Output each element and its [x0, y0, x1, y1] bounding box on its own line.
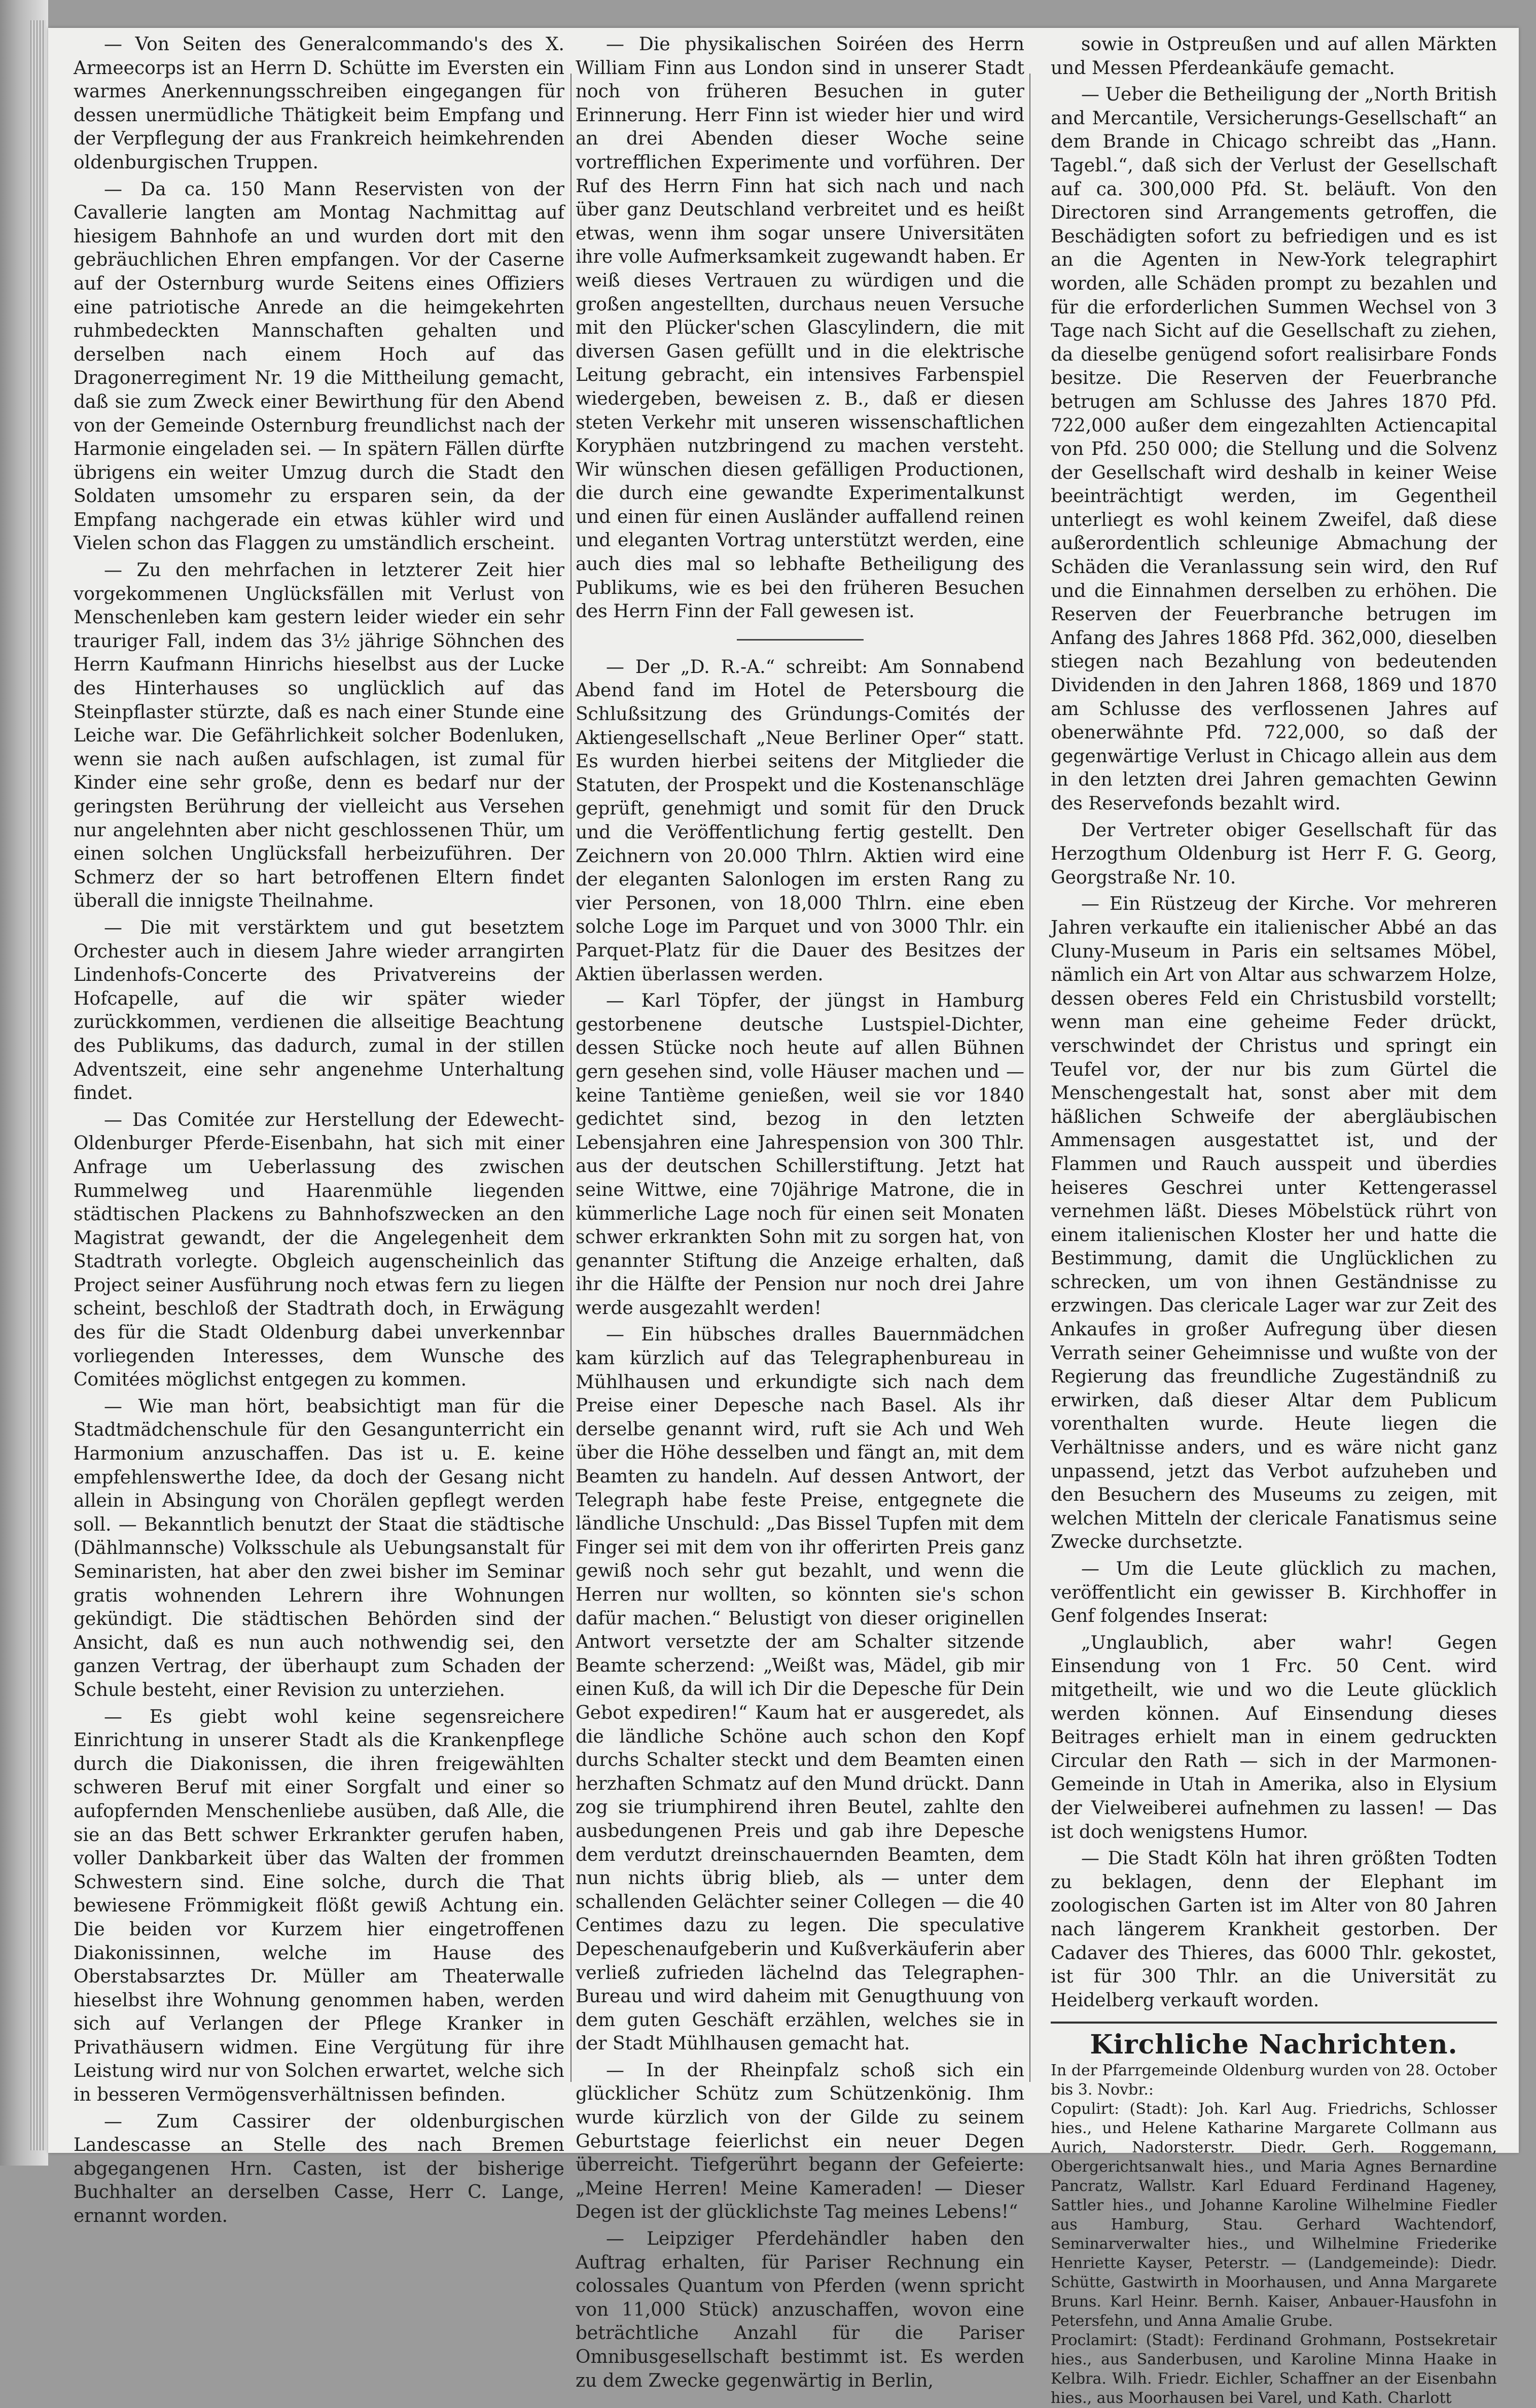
- article-paragraph: „Unglaublich, aber wahr! Gegen Einsendung von 1 Frc. 50 Cent. wird mitgetheilt, wie und wo die Leute glücklich werden können. Auf Einsendung dieses Beitrages erhielt man in einem gedruckten Circular den Rath — sich in der Marmonen-Gemeinde in Utah in Amerika, also in Elysium der Vielweiberei aufnehmen zu lassen! — Das ist doch wenigstens Humor.: [1051, 1632, 1497, 1843]
- article-paragraph: — Zu den mehrfachen in letzterer Zeit hier vorgekommenen Unglücksfällen mit Verlust von Menschenleben kam gestern leider wieder ein sehr trauriger Fall, indem das 3½ jährige Söhnchen des Herrn Kaufmann Hinrichs hieselbst aus der Lucke des Hinterhauses so unglücklich auf das Steinpflaster stürzte, daß es nach einer Stunde eine Leiche war. Die Gefährlichkeit solcher Bodenluken, wenn sie nach außen aufschlagen, ist zumal für Kinder eine sehr große, denn es bedarf nur der geringsten Berührung der vielleicht aus Versehen nur angelehnten aber nicht geschlossenen Thür, um einen solchen Unglücksfall herbeizuführen. Der Schmerz der so hart betroffenen Eltern findet überall die innigste Theilnahme.: [74, 560, 564, 912]
- article-paragraph: — Das Comitée zur Herstellung der Edewecht-Oldenburger Pferde-Eisenbahn, hat sich mit einer Anfrage um Ueberlassung des zwischen Rummelweg und Haarenmühle liegenden städtischen Plackens zu Bahnhofszwecken an den Magistrat gewandt, der die Angelegenheit dem Stadtrath vorlegte. Obgleich augenscheinlich das Project seiner Ausführung noch etwas fern zu liegen scheint, beschloß der Stadtrath doch, in Erwägung des für die Stadt Oldenburg dabei unverkennbar vorliegenden Interesses, dem Wunsche des Comitées möglichst entgegen zu kommen.: [74, 1109, 564, 1391]
- church-news-line: Copulirt: (Stadt): Joh. Karl Aug. Friedrichs, Schlosser hies., und Helene Katharine Margarete Collmann aus Aurich, Nadorsterstr. Diedr. Gerh. Roggemann, Obergerichtsanwalt hies., und Maria Agnes Bernardine Pancratz, Wallstr. Karl Eduard Ferdinand Hageney, Sattler hies., und Johanne Karoline Wilhelmine Fiedler aus Hamburg, Stau. Gerhard Wachtendorf, Seminarverwalter hies., und Wilhelmine Friederike Henriette Kayser, Peterstr. — (Landgemeinde): Diedr. Schütte, Gastwirth in Moorhausen, und Anna Margarete Bruns. Karl Heinr. Bernh. Kaiser, Anbauer-Hausfohn in Petersfehn, und Anna Amalie Grube.: [1051, 2100, 1497, 2330]
- article-paragraph: — Zum Cassirer der oldenburgischen Landescasse an Stelle des nach Bremen abgegangenen Hrn. Casten, ist der bisherige Buchhalter an derselben Casse, Herr C. Lange, ernannt worden.: [74, 2111, 564, 2227]
- column-rule-1: [570, 74, 571, 2082]
- article-paragraph: — In der Rheinpfalz schoß sich ein glücklicher Schütz zum Schützenkönig. Ihm wurde kürzlich von der Gilde zu seinem Geburtstage feierlichst ein neuer Degen überreicht. Tiefgerührt begann der Gefeierte: „Meine Herren! Meine Kameraden! — Dieser Degen ist der glücklichste Tag meines Lebens!“: [576, 2060, 1024, 2223]
- church-news-line: Proclamirt: (Stadt): Ferdinand Grohmann, Postsekretair hies., aus Sanderbusen, und Karoline Minna Haake in Kelbra. Wilh. Friedr. Eichler, Schaffner an der Eisenbahn hies., aus Moorhausen bei Varel, und Kath. Charlott: [1051, 2331, 1497, 2407]
- church-news-heading: Kirchliche Nachrichten.: [1090, 2029, 1458, 2061]
- article-paragraph: — Ein Rüstzeug der Kirche. Vor mehreren Jahren verkaufte ein italienischer Abbé an das Cluny-Museum in Paris ein seltsames Möbel, nämlich ein Art von Altar aus schwarzem Holze, dessen oberes Feld ein Christusbild vorstellt; wenn man eine geheime Feder drückt, verschwindet der Christus und springt ein Teufel vor, der nur bis zum Gürtel die Menschengestalt hat, sonst aber mit dem häßlichen Schweife der abergläubischen Ammensagen ausgestattet ist, und der Flammen und Rauch ausspeit und überdies heiseres Geschrei unter Kettengerassel vernehmen läßt. Dieses Möbelstück rührt von einem italienischen Kloster her und hatte die Bestimmung, damit die Unglücklichen zu schrecken, um von ihnen Geständnisse zu erzwingen. Das clericale Lager war zur Zeit des Ankaufes in großer Aufregung über diesen Verrath seiner Geheimnisse und wußte von der Regierung das freundliche Zugeständniß zu erwirken, daß dieser Altar dem Publicum vorenthalten wurde. Heute liegen die Verhältnisse anders, und es wäre nicht ganz unpassend, jetzt das Verbot aufzuheben und den Besuchern des Museums zu zeigen, mit welchen Mitteln der clericale Fanatismus seine Zwecke durchsetzte.: [1051, 894, 1497, 1553]
- church-news-line: In der Pfarrgemeinde Oldenburg wurden von 28. October bis 3. Novbr.:: [1051, 2062, 1497, 2099]
- article-paragraph: — Es giebt wohl keine segensreichere Einrichtung in unserer Stadt als die Krankenpflege durch die Diakonissen, die ihren freigewählten schweren Beruf mit einer Sorgfalt und einer so aufopfernden Menschenliebe ausüben, daß Alle, die sie an das Bett schwer Erkrankter gerufen haben, voller Dankbarkeit über das Walten der frommen Schwestern sind. Eine solche, durch die That bewiesene Frömmigkeit flößt gewiß Achtung ein. Die beiden vor Kurzem hier eingetroffenen Diakonissinnen, welche im Hause des Oberstabsarztes Dr. Müller am Theaterwalle hieselbst ihre Wohnung genommen haben, werden sich auf Verlangen der Pflege Kranker in Privathäusern widmen. Eine Vergütung für ihre Leistung wird nur von Solchen erwartet, welche sich in besseren Vermögensverhältnissen befinden.: [74, 1706, 564, 2106]
- article-paragraph: — Leipziger Pferdehändler haben den Auftrag erhalten, für Pariser Rechnung ein colossales Quantum von Pferden (wenn spricht von 11,000 Stück) anzuschaffen, wovon eine beträchtliche Anzahl für die Pariser Omnibusgesellschaft bestimmt ist. Es werden zu dem Zwecke gegenwärtig in Berlin,: [576, 2228, 1024, 2391]
- article-paragraph: — Die Stadt Köln hat ihren größten Todten zu beklagen, denn der Elephant im zoologischen Garten ist im Alter von 80 Jahren nach längerem Krankheit gestorben. Der Cadaver des Thieres, das 6000 Thlr. gekostet, ist für 300 Thlr. an die Universität zu Heidelberg verkauft worden.: [1051, 1848, 1497, 2011]
- article-paragraph: sowie in Ostpreußen und auf allen Märkten und Messen Pferdeankäufe gemacht.: [1051, 34, 1497, 79]
- article-paragraph: — Die physikalischen Soiréen des Herrn William Finn aus London sind in unserer Stadt noch von früheren Besuchen in guter Erinnerung. Herr Finn ist wieder hier und wird an drei Abenden dieser Woche seine vortrefflichen Experimente und vorführen. Der Ruf des Herrn Finn hat sich nach und nach über ganz Deutschland verbreitet und es heißt etwas, wenn ihm sogar unsere Universitäten ihre volle Aufmerksamkeit zugewandt haben. Er weiß dieses Vertrauen zu würdigen und die großen angestellten, durchaus neuen Versuche mit den Plücker'schen Glascylindern, die mit diversen Gasen gefüllt und in die elektrische Leitung gebracht, ein intensives Farbenspiel wiedergeben, beweisen z. B., daß er diesen steten Verkehr mit unseren wissenschaftlichen Koryphäen nutzbringend zu machen versteht. Wir wünschen diesen gefälligen Productionen, die durch eine gewandte Experimentalkunst und einen für einen Ausländer auffallend reinen und eleganten Vortrag unterstützt werden, eine auch dies mal so lebhafte Betheiligung des Publikums, wie es bei den früheren Besuchen des Herrn Finn der Fall gewesen ist.: [576, 34, 1024, 622]
- article-paragraph: — Ein hübsches dralles Bauernmädchen kam kürzlich auf das Telegraphenbureau in Mühlhausen und erkundigte sich nach dem Preise einer Depesche nach Basel. Als ihr derselbe genannt wird, ruft sie Ach und Weh über die Höhe desselben und fängt an, mit dem Beamten zu handeln. Auf dessen Antwort, der Telegraph habe feste Preise, entgegnete die ländliche Unschuld: „Das Bissel Tupfen mit dem Finger sei mit dem von ihr offerirten Preis ganz gewiß noch sehr gut bezahlt, und wenn die Herren nur wollten, so könnten sie's schon dafür machen.“ Belustigt von dieser originellen Antwort versetzte der am Schalter sitzende Beamte scherzend: „Weißt was, Mädel, gib mir einen Kuß, da will ich Dir die Depesche für Dein Gebot expediren!“ Kaum hat er ausgeredet, als die ländliche Schöne auch schon den Kopf durchs Schalter steckt und dem Beamten einen herzhaften Schmatz auf den Mund drückt. Dann zog sie triumphirend ihren Beutel, zahlte den ausbedungenen Preis und gab ihre Depesche dem verdutzt dreinschauernden Beamten, dem nun nichts übrig blieb, als — unter dem schallenden Gelächter seiner Collegen — die 40 Centimes dazu zu legen. Die speculative Depeschenaufgeberin und Kußverkäuferin aber verließ zufrieden lächelnd das Telegraphen-Bureau und wird daheim mit Genugthuung von dem guten Geschäft erzählen, welches sie in der Stadt Mühlhausen gemacht hat.: [576, 1324, 1024, 2055]
- column-3: [1051, 33, 1497, 2407]
- column-2: [576, 33, 1024, 2391]
- article-paragraph: — Ueber die Betheiligung der „North British and Mercantile, Versicherungs-Gesellschaft“ an dem Brande in Chicago schreibt das „Hann. Tagebl.“, daß sich der Verlust der Gesellschaft auf ca. 300,000 Pfd. St. beläuft. Von den Directoren sind Arrangements getroffen, die Beschädigten sofort zu befriedigen und es ist an die Agenten in New-York telegraphirt worden, alle Schäden prompt zu bezahlen und für die erforderlichen Summen Wechsel von 3 Tage nach Sicht auf die Gesellschaft zu ziehen, da dieselbe genügend sofort realisirbare Fonds besitze. Die Reserven der Feuerbranche betrugen am Schlusse des Jahres 1870 Pfd. 722,000 außer dem eingezahlten Actiencapital von Pfd. 250 000; die Stellung und die Solvenz der Gesellschaft wird deshalb in keiner Weise beeinträchtigt werden, im Gegentheil unterliegt es wohl keinem Zweifel, daß diese außerordentlich schleunige Abmachung der Schäden die Veranlassung sein wird, den Ruf und die Einnahmen derselben zu erhöhen. Die Reserven der Feuerbranche betrugen im Anfang des Jahres 1868 Pfd. 362,000, dieselben stiegen nach Bezahlung von bedeutenden Dividenden in den Jahren 1868, 1869 und 1870 am Schlusse des verflossenen Jahres auf obenerwähnte Pfd. 722,000, so daß der gegenwärtige Verlust in Chicago allein aus dem in den letzten drei Jahren gemachten Gewinn des Reservefonds bezahlt wird.: [1051, 84, 1497, 814]
- section-rule: [1051, 2022, 1497, 2024]
- article-paragraph: — Wie man hört, beabsichtigt man für die Stadtmädchenschule für den Gesangunterricht ein Harmonium anzuschaffen. Das ist u. E. keine empfehlenswerthe Idee, da doch der Gesang nicht allein in Absingung von Chorälen gepflegt werden soll. — Bekanntlich benutzt der Staat die städtische (Dählmannsche) Volksschule als Uebungsanstalt für Seminaristen, hat aber den zwei bisher im Seminar gratis wohnenden Lehrern ihre Wohnungen gekündigt. Die städtischen Behörden sind der Ansicht, daß es nun auch nothwendig sei, den ganzen Vertrag, der überhaupt zum Schaden der Schule besteht, einer Revision zu unterziehen.: [74, 1396, 564, 1701]
- article-paragraph: — Der „D. R.-A.“ schreibt: Am Sonnabend Abend fand im Hotel de Petersbourg die Schlußsitzung des Gründungs-Comités der Aktiengesellschaft „Neue Berliner Oper“ statt. Es wurden hierbei seitens der Mitglieder die Statuten, der Prospekt und die Kostenanschläge geprüft, genehmigt und somit für den Druck und die Veröffentlichung fertig gestellt. Den Zeichnern von 20.000 Thlrn. Aktien wird eine der eleganten Salonlogen im ersten Rang zu vier Personen, von 18,000 Thlrn. eine eben solche Loge im Parquet und von 3000 Thlr. ein Parquet-Platz für die Dauer des Besitzes der Aktien überlassen werden.: [576, 656, 1024, 985]
- column-1: [74, 33, 564, 2227]
- column-rule-2: [1029, 74, 1030, 2082]
- church-news: [1051, 2061, 1497, 2408]
- article-paragraph: — Da ca. 150 Mann Reservisten von der Cavallerie langten am Montag Nachmittag auf hiesigem Bahnhofe an und wurden dort mit den gebräuchlichen Ehren empfangen. Vor der Caserne auf der Osternburg wurde Seitens eines Offiziers eine patriotische Anrede an die heimgekehrten ruhmbedeckten Mannschaften gehalten und derselben nach einem Hoch auf das Dragonerregiment Nr. 19 die Mittheilung gemacht, daß sie zum Zweck einer Bewirthung für den Abend von der Gemeinde Osternburg freundlichst nach der Harmonie eingeladen sei. — In spätern Fällen dürfte übrigens ein weiter Umzug durch die Stadt den Soldaten umsomehr zu ersparen sein, da der Empfang nachgerade ein etwas kühler wird und Vielen schon das Flaggen zu umständlich erscheint.: [74, 179, 564, 554]
- article-paragraph: — Um die Leute glücklich zu machen, veröffentlicht ein gewisser B. Kirchhoffer in Genf folgendes Inserat:: [1051, 1559, 1497, 1627]
- article-paragraph: — Karl Töpfer, der jüngst in Hamburg gestorbenene deutsche Lustspiel-Dichter, dessen Stücke noch heute auf allen Bühnen gern gesehen sind, volle Häuser machen und — keine Tantième genießen, weil sie vor 1840 gedichtet sind, bezog in den letzten Lebensjahren eine Jahrespension von 300 Thlr. aus der deutschen Schillerstiftung. Jetzt hat seine Wittwe, eine 70jährige Matrone, die in kümmerliche Lage noch für einen seit Monaten schwer erkrankten Sohn mit zu sorgen hat, von genannter Stiftung die Anzeige erhalten, daß ihr die Hälfte der Pension nur noch drei Jahre werde ausgezahlt werden!: [576, 990, 1024, 1319]
- article-paragraph: — Die mit verstärktem und gut besetztem Orchester auch in diesem Jahre wieder arrangirten Lindenhofs-Concerte des Privatvereins der Hofcapelle, auf die wir später wieder zurückkommen, verdienen die allseitige Beachtung des Publikums, das dadurch, zumal in der stillen Adventszeit, eine sehr angenehme Unterhaltung findet.: [74, 917, 564, 1104]
- separator-rule: [737, 639, 864, 641]
- page-edge-stack: [30, 20, 46, 2150]
- article-paragraph: Der Vertreter obiger Gesellschaft für das Herzogthum Oldenburg ist Herr F. G. Georg, Georgstraße Nr. 10.: [1051, 820, 1497, 888]
- article-paragraph: — Von Seiten des Generalcommando's des X. Armeecorps ist an Herrn D. Schütte im Eversten ein warmes Anerkennungsschreiben eingegangen für dessen unermüdliche Thätigkeit beim Empfang und der Verpflegung der aus Frankreich heimkehrenden oldenburgischen Truppen.: [74, 34, 564, 173]
